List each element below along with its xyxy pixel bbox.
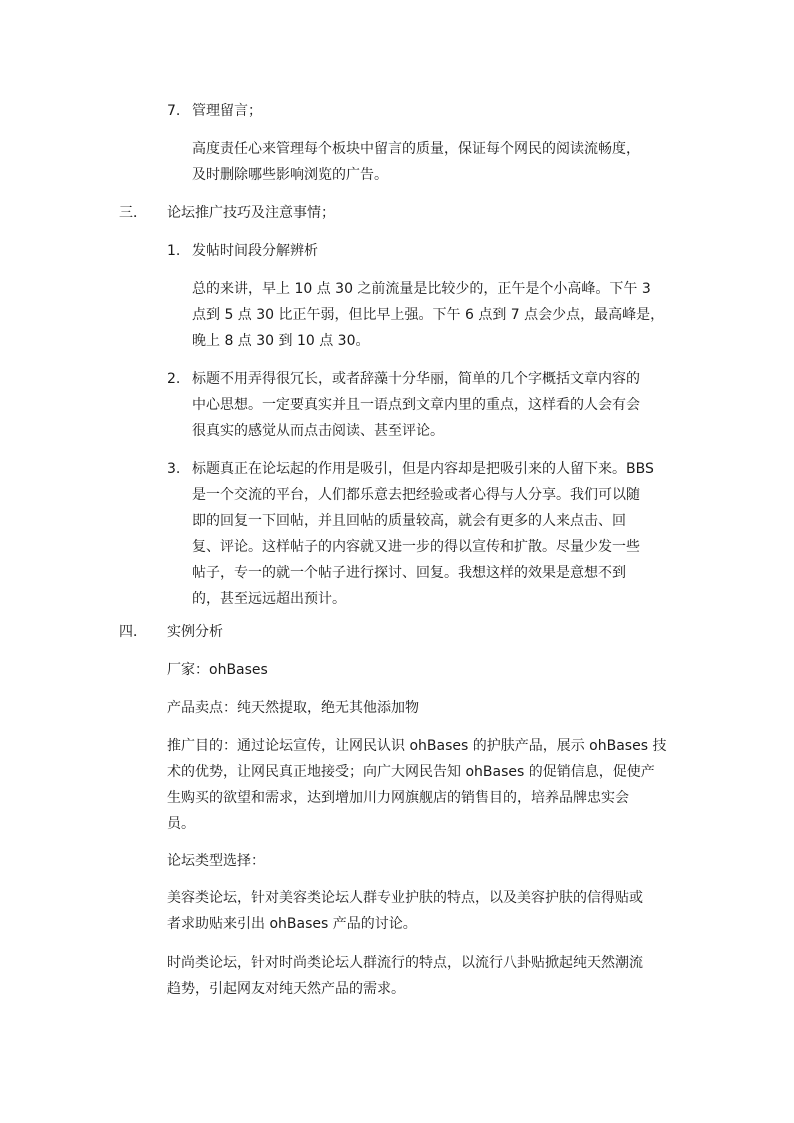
fashion-forum-paragraph — [167, 950, 643, 1002]
item-3-body — [192, 456, 654, 612]
paragraph-line: 晚上 8 点 30 到 10 点 30。 — [192, 333, 370, 349]
paragraph-line: 复、评论。这样帖子的内容就又进一步的得以宣传和扩散。尽量少发一些 — [192, 539, 640, 555]
section-3-number: 三． — [119, 205, 147, 221]
paragraph-line: 者求助贴来引出 ohBases 产品的讨论。 — [167, 916, 417, 932]
manufacturer-line: 厂家：ohBases — [167, 662, 268, 678]
paragraph-line: 美容类论坛，针对美容类论坛人群专业护肤的特点，以及美容护肤的信得贴或 — [167, 890, 643, 906]
paragraph-line: 生购买的欲望和需求，达到增加川力网旗舰店的销售目的，培养品牌忠实会 — [167, 790, 629, 806]
paragraph-line: 标题不用弄得很冗长，或者辞藻十分华丽，简单的几个字概括文章内容的 — [192, 371, 640, 387]
item-1-title: 发帖时间段分解辨析 — [192, 243, 318, 259]
beauty-forum-paragraph — [167, 885, 643, 937]
paragraph-line: 点到 5 点 30 比正午弱，但比早上强。下午 6 点到 7 点会少点，最高峰是， — [192, 307, 665, 323]
section-4-number: 四． — [119, 624, 147, 640]
paragraph-line: 中心思想。一定要真实并且一语点到文章内里的重点，这样看的人会有会 — [192, 397, 640, 413]
paragraph-line: 标题真正在论坛起的作用是吸引，但是内容却是把吸引来的人留下来。BBS — [192, 461, 654, 477]
section-4-title: 实例分析 — [167, 624, 223, 640]
item-2-body — [192, 366, 640, 444]
item-7-title: 管理留言； — [192, 103, 262, 119]
item-1-number: 1. — [167, 243, 181, 259]
paragraph-line: 推广目的：通过论坛宣传，让网民认识 ohBases 的护肤产品，展示 ohBases 技 — [167, 738, 667, 754]
paragraph-line: 时尚类论坛，针对时尚类论坛人群流行的特点，以流行八卦贴掀起纯天然潮流 — [167, 955, 643, 971]
item-7-number: 7. — [167, 103, 181, 119]
paragraph-line: 的，甚至远远超出预计。 — [192, 591, 346, 607]
paragraph-line: 术的优势，让网民真正地接受；向广大网民告知 ohBases 的促销信息，促使产 — [167, 764, 655, 780]
paragraph-line: 总的来讲，早上 10 点 30 之前流量是比较少的，正午是个小高峰。下午 3 — [192, 281, 651, 297]
paragraph-line: 及时删除哪些影响浏览的广告。 — [192, 167, 388, 183]
paragraph-line: 趋势，引起网友对纯天然产品的需求。 — [167, 981, 405, 997]
promotion-goal — [167, 733, 666, 837]
selling-point-line: 产品卖点：纯天然提取，绝无其他添加物 — [167, 700, 419, 716]
paragraph-line: 很真实的感觉从而点击阅读、甚至评论。 — [192, 423, 444, 439]
item-1-body — [192, 276, 664, 354]
item-3-number: 3. — [167, 461, 181, 477]
forum-type-label: 论坛类型选择： — [167, 853, 265, 869]
paragraph-line: 是一个交流的平台，人们都乐意去把经验或者心得与人分享。我们可以随 — [192, 487, 640, 503]
item-7-body — [192, 136, 640, 188]
paragraph-line: 即的回复一下回帖，并且回帖的质量较高，就会有更多的人来点击、回 — [192, 513, 626, 529]
paragraph-line: 员。 — [167, 816, 195, 832]
item-2-number: 2. — [167, 371, 181, 387]
paragraph-line: 帖子，专一的就一个帖子进行探讨、回复。我想这样的效果是意想不到 — [192, 565, 626, 581]
paragraph-line: 高度责任心来管理每个板块中留言的质量，保证每个网民的阅读流畅度， — [192, 141, 640, 157]
section-3-title: 论坛推广技巧及注意事情； — [167, 205, 335, 221]
